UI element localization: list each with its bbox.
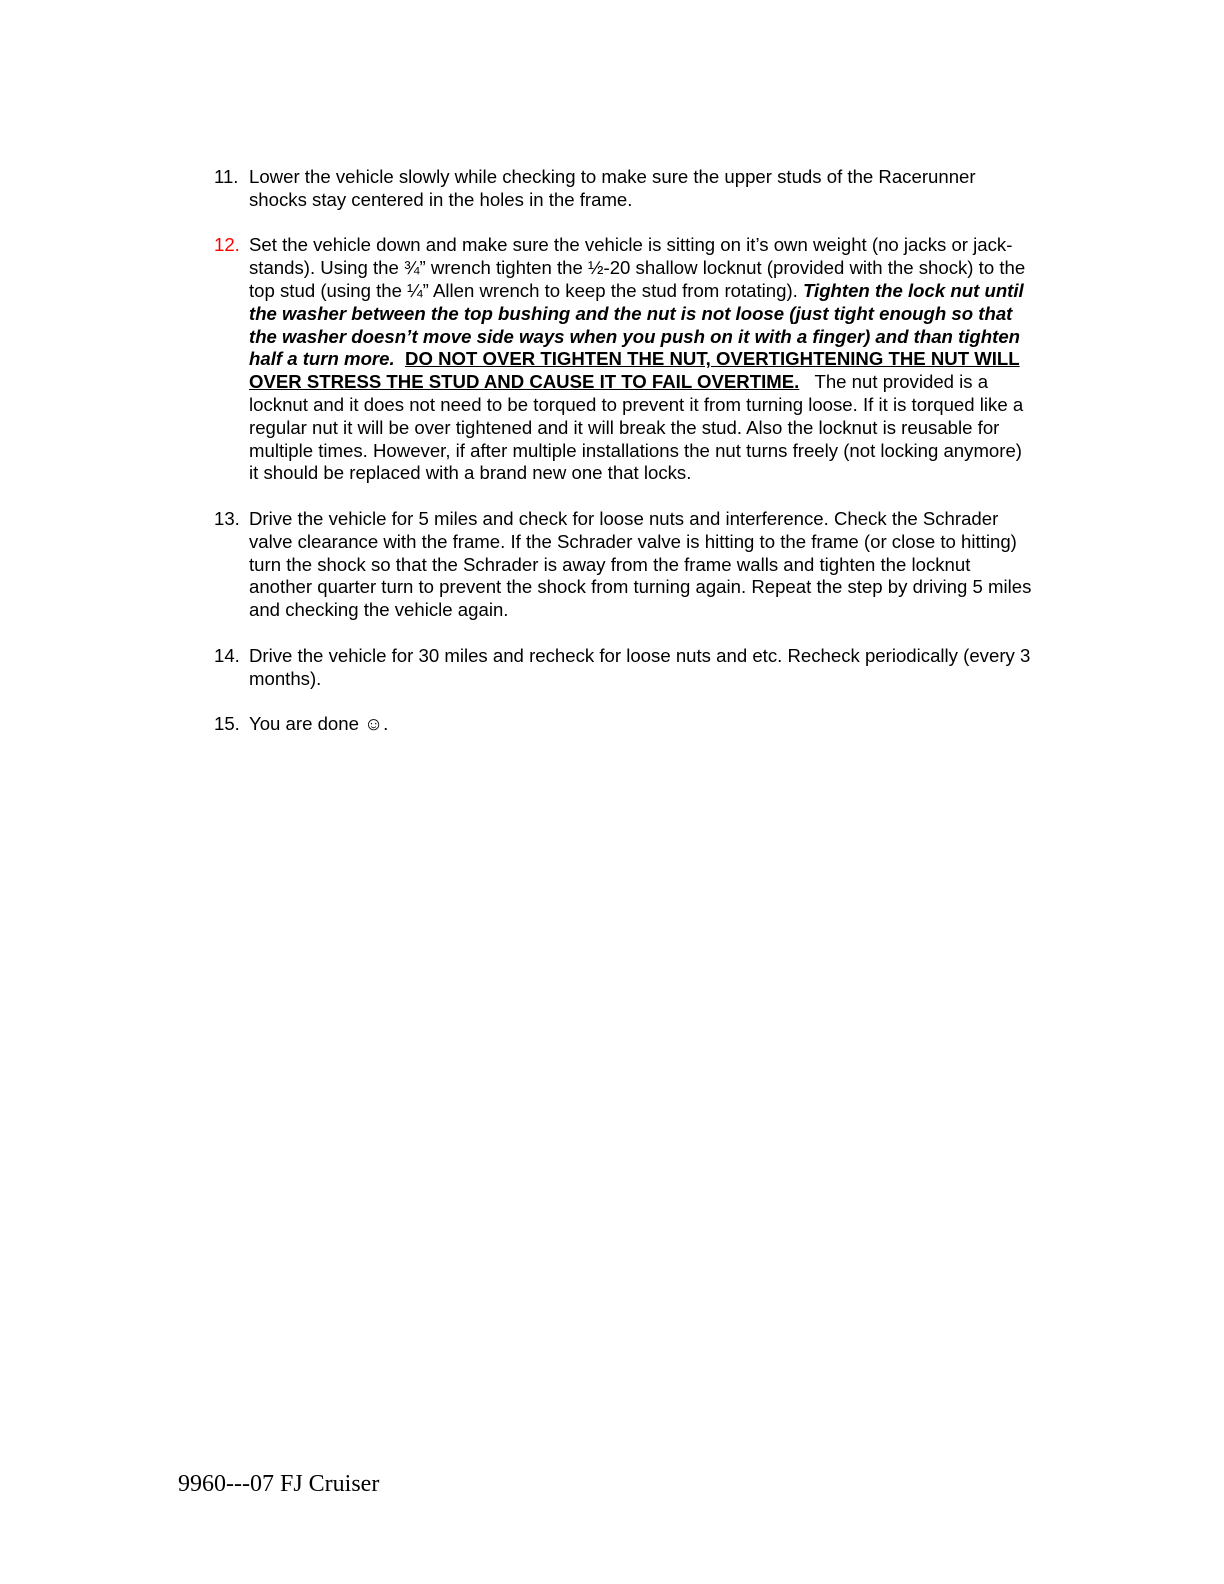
step-text-warning: DO NOT OVER TIGHTEN THE NUT, OVERTIGHTENING THE NUT WILL OVER STRESS THE STUD AND CAUSE IT TO FAIL OVERTIME. — [249, 348, 1020, 393]
instruction-step-15 — [214, 713, 1034, 736]
step-text-intro: Set the vehicle down and make sure the vehicle is sitting on it’s own weight (no jacks or jack-stands). Using the ¾” wrench tighten the ½-20 shallow locknut (provided with the shock) to the top stud (using the ¼” Allen wrench to keep the stud from rotating). — [249, 234, 1026, 301]
step-number: 12. — [214, 234, 240, 256]
step-text: Drive the vehicle for 30 miles and recheck for loose nuts and etc. Recheck periodically (every 3 months). — [249, 644, 1031, 689]
instruction-step-11 — [214, 166, 1034, 212]
step-number: 14. — [214, 644, 240, 666]
instruction-step-14 — [214, 645, 1034, 691]
step-text: Drive the vehicle for 5 miles and check for loose nuts and interference. Check the Schrader valve clearance with the frame. If the Schrader valve is hitting to the frame (or close to hitting) turn the shock so that the Schrader is away from the frame walls and tighten the locknut another quarter turn to prevent the shock from turning again. Repeat the step by driving 5 miles and checking the vehicle again. — [249, 507, 1032, 621]
step-text: You are done ☺. — [249, 713, 389, 735]
step-text-emphasis: Tighten the lock nut until the washer between the top bushing and the nut is not loose (just tight enough so that the washer doesn’t move side ways when you push on it with a finger) and than tighten half a turn more. — [249, 279, 1024, 370]
instruction-step-13 — [214, 508, 1034, 622]
instruction-steps-list — [214, 166, 1034, 759]
step-number: 15. — [214, 713, 240, 735]
instruction-step-12 — [214, 234, 1034, 485]
step-text: Lower the vehicle slowly while checking to make sure the upper studs of the Racerunner shocks stay centered in the holes in the frame. — [249, 166, 976, 210]
page-footer: 9960---07 FJ Cruiser — [178, 1471, 380, 1497]
step-number: 11. — [214, 166, 239, 187]
step-number: 13. — [214, 507, 240, 529]
step-text-rest: The nut provided is a locknut and it does not need to be torqued to prevent it from turning loose. If it is torqued like a regular nut it will be over tightened and it will break the stud. Also the locknut is reusable for multiple times. However, if after multiple installations the nut turns freely (not locking anymore) it should be replaced with a brand new one that locks. — [249, 371, 1024, 484]
